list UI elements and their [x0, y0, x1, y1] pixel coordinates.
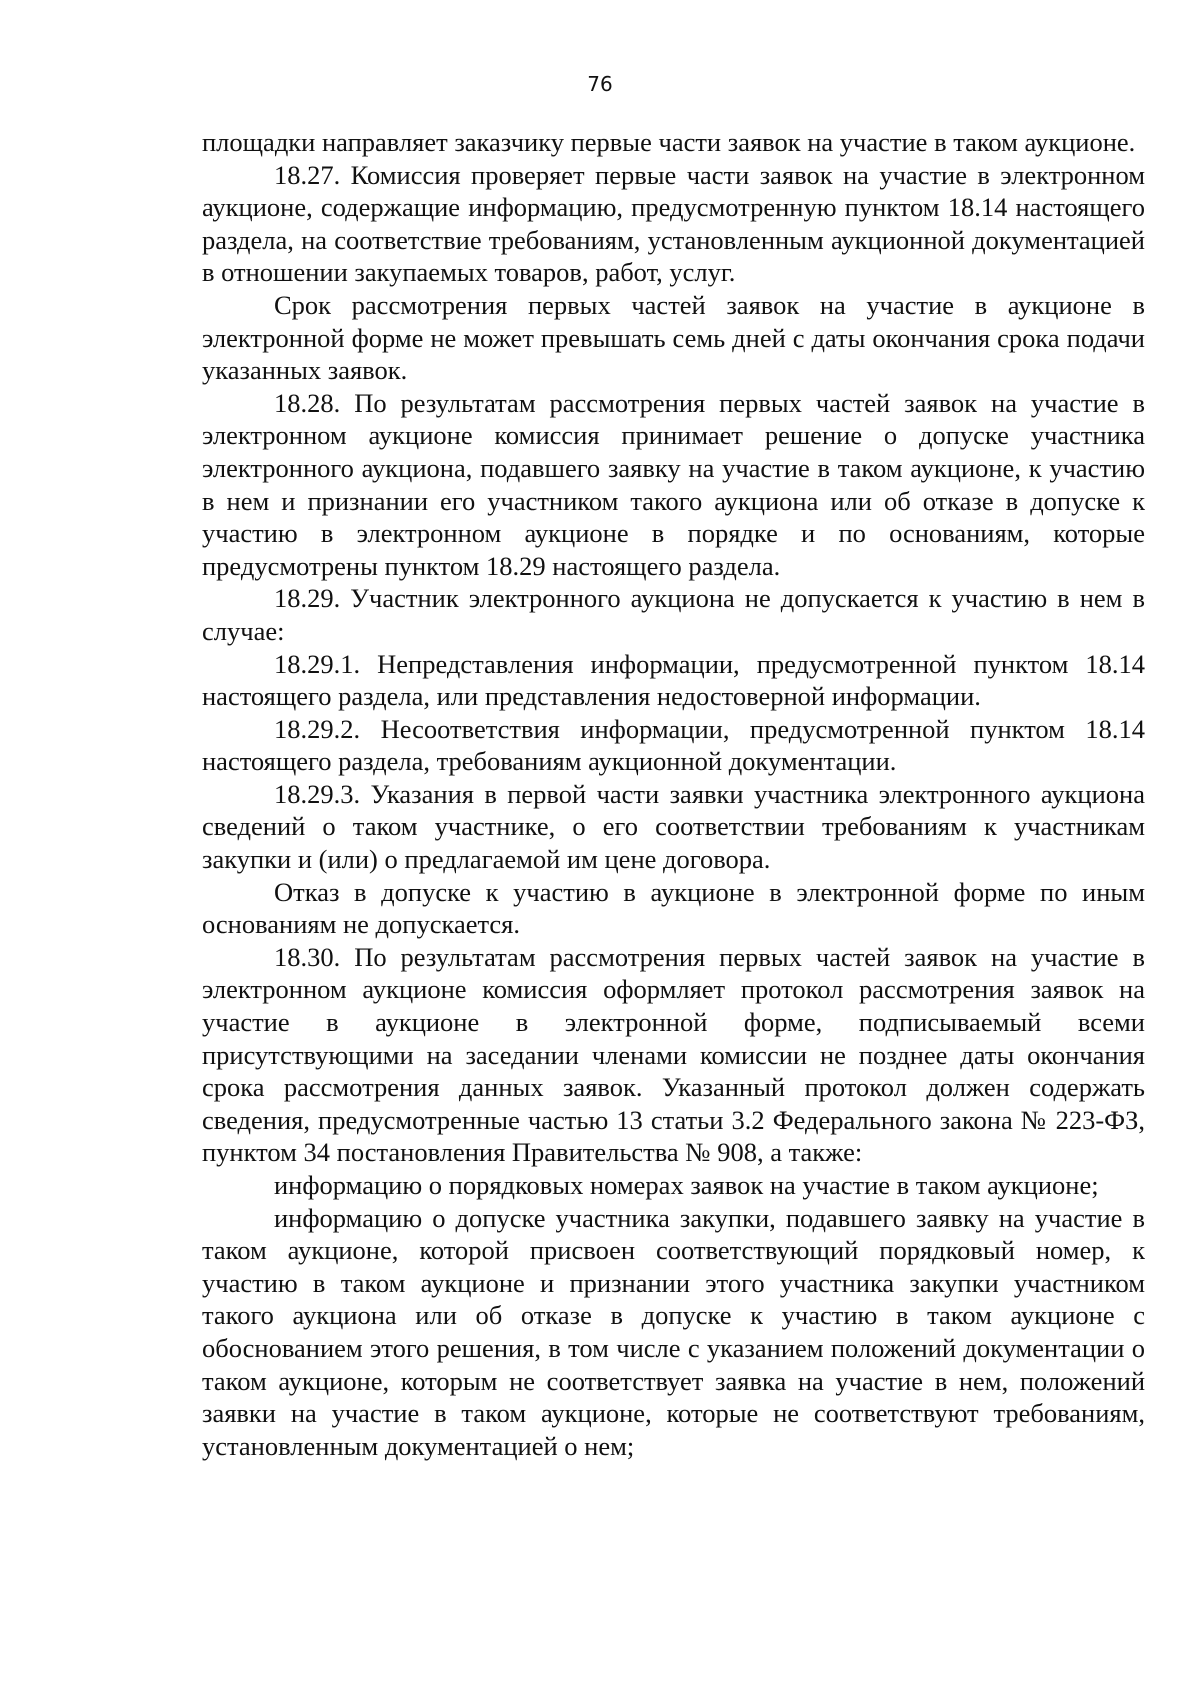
paragraph-admission-info: информацию о допуске участника закупки, подавшего заявку на участие в таком аукционе, которой присвоен соответствующий порядковый номер, к участию в таком аукционе и признании этого участника закупки участником такого аукциона или об отказе в допуске к участию в таком аукционе с обоснованием этого решения, в том числе с указанием положений документации о таком аукционе, которым не соответствует заявка на участие в нем, положений заявки на участие в таком аукционе, которые не соответствуют требованиям, установленным документацией о нем; [202, 1202, 1145, 1461]
paragraph-18-29-1: 18.29.1. Непредставления информации, предусмотренной пунктом 18.14 настоящего раздела, или представления недостоверной информации. [202, 648, 1145, 712]
paragraph-continuation: площадки направляет заказчику первые части заявок на участие в таком аукционе. [202, 127, 1136, 157]
paragraph-18-27: 18.27. Комиссия проверяет первые части заявок на участие в электронном аукционе, содержащие информацию, предусмотренную пунктом 18.14 настоящего раздела, на соответствие требованиям, установленным аукционной документацией в отношении закупаемых товаров, работ, услуг. [202, 159, 1145, 288]
paragraph-review-period: Срок рассмотрения первых частей заявок на участие в аукционе в электронной форме не может превышать семь дней с даты окончания срока подачи указанных заявок. [202, 289, 1145, 386]
paragraph-18-28: 18.28. По результатам рассмотрения первых частей заявок на участие в электронном аукционе комиссия принимает решение о допуске участника электронного аукциона, подавшего заявку на участие в таком аукционе, к участию в нем и признании его участником такого аукциона или об отказе в допуске к участию в электронном аукционе в порядке и по основаниям, которые предусмотрены пунктом 18.29 настоящего раздела. [202, 387, 1145, 581]
paragraph-application-numbers: информацию о порядковых номерах заявок на участие в таком аукционе; [274, 1170, 1099, 1200]
paragraph-refusal-other-grounds: Отказ в допуске к участию в аукционе в электронной форме по иным основаниям не допускается. [202, 876, 1145, 940]
document-body [202, 126, 1145, 1462]
paragraph-18-30: 18.30. По результатам рассмотрения первых частей заявок на участие в электронном аукционе комиссия оформляет протокол рассмотрения заявок на участие в аукционе в электронной форме, подписываемый всеми присутствующими на заседании членами комиссии не позднее даты окончания срока рассмотрения данных заявок. Указанный протокол должен содержать сведения, предусмотренные частью 13 статьи 3.2 Федерального закона № 223-ФЗ, пунктом 34 постановления Правительства № 908, а также: [202, 941, 1145, 1168]
paragraph-18-29-3: 18.29.3. Указания в первой части заявки участника электронного аукциона сведений о таком участнике, о его соответствии требованиям к участникам закупки и (или) о предлагаемой им цене договора. [202, 778, 1145, 875]
paragraph-18-29: 18.29. Участник электронного аукциона не допускается к участию в нем в случае: [202, 583, 1145, 646]
paragraph-18-29-2: 18.29.2. Несоответствия информации, предусмотренной пунктом 18.14 настоящего раздела, требованиям аукционной документации. [202, 713, 1145, 777]
page-number: 76 [587, 72, 613, 96]
